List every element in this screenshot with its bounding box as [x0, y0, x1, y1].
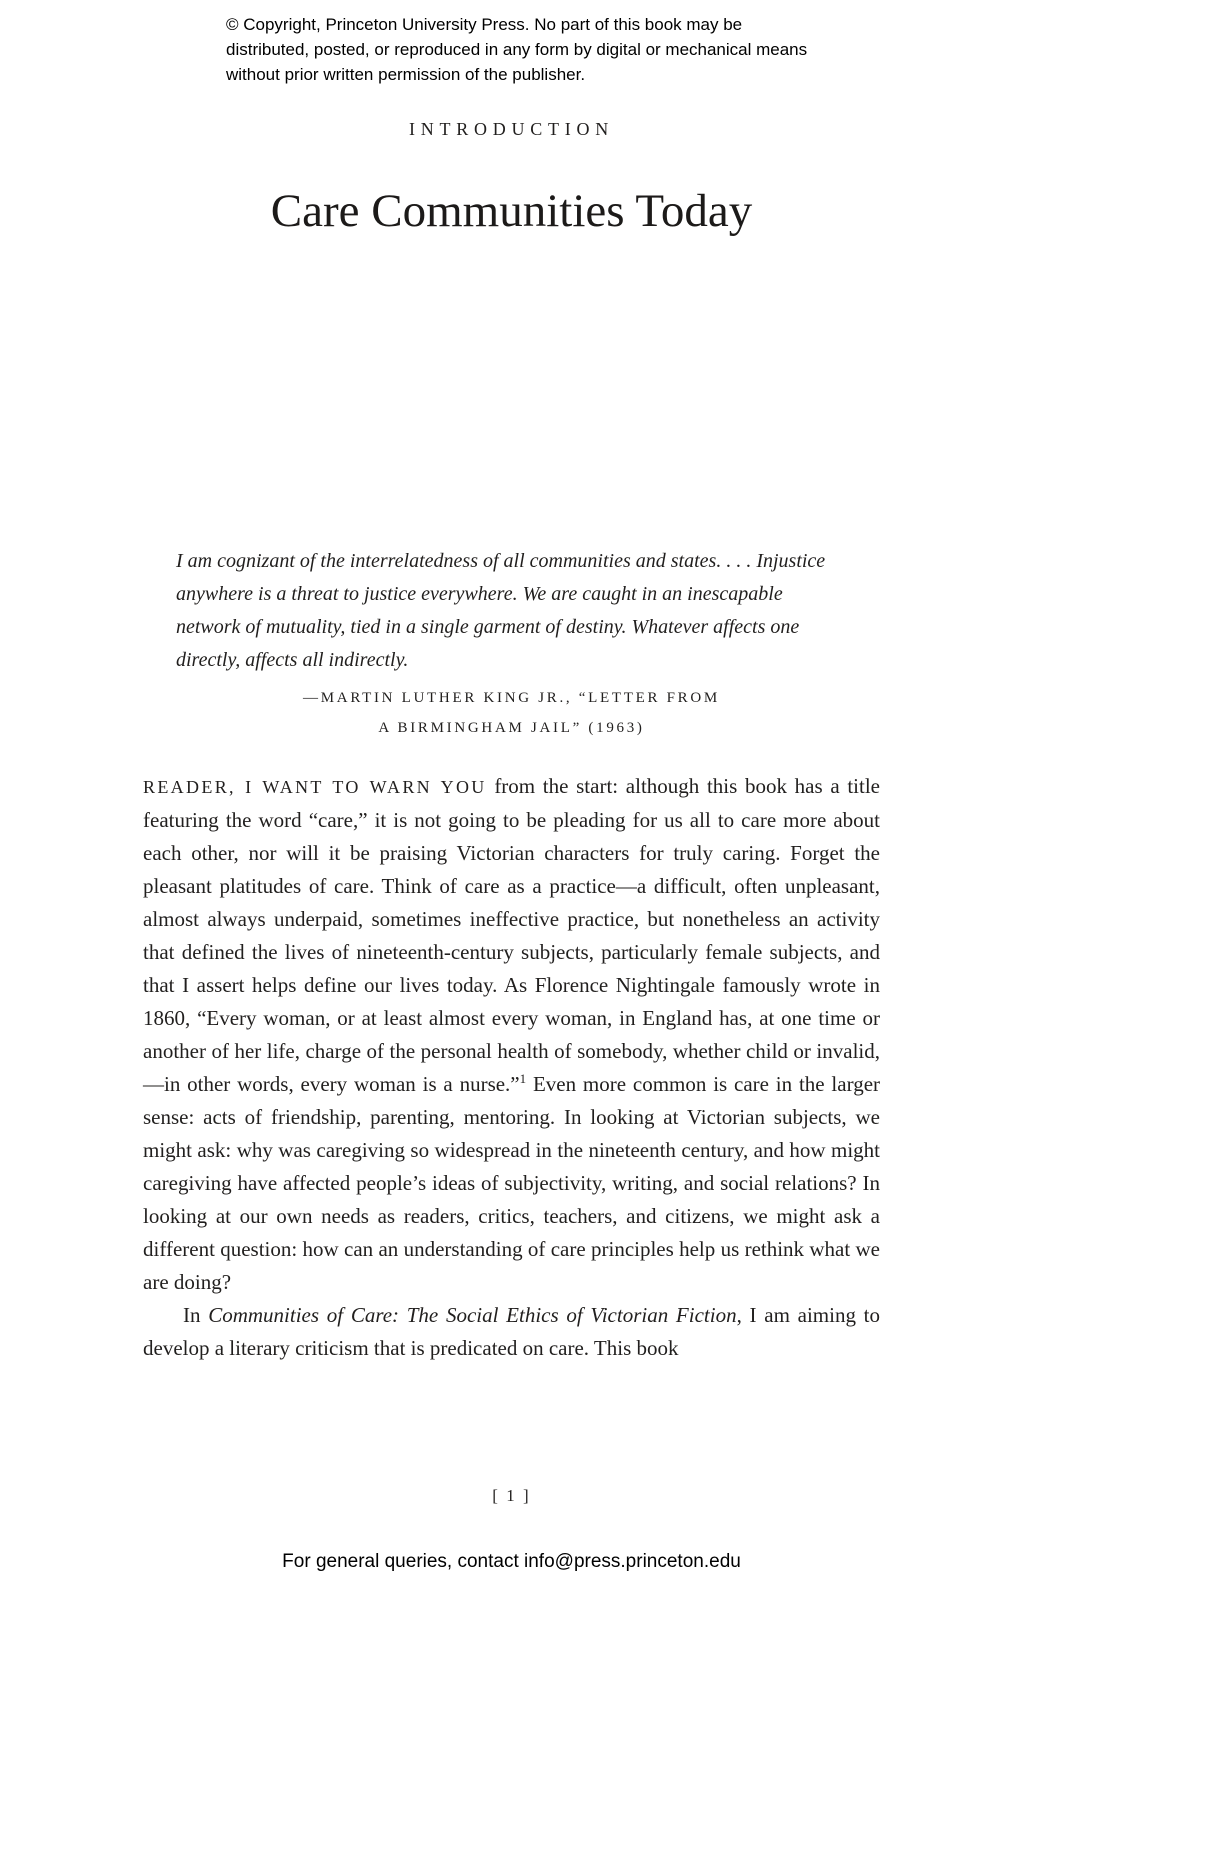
body-text	[143, 770, 880, 1365]
footer-contact: For general queries, contact info@press.princeton.edu	[282, 1551, 741, 1572]
epigraph-attribution-line-1: —MARTIN LUTHER KING JR., “LETTER FROM	[303, 690, 720, 706]
body-paragraph-1: READER, I WANT TO WARN YOU from the start: although this book has a title featuring the word “care,” it is not going to be pleading for us all to care more about each other, nor will it be praising Victorian characters for truly caring. Forget the pleasant platitudes of care. Think of care as a practice—a difficult, often unpleasant, almost always underpaid, sometimes ineffective practice, but nonetheless an activity that defined the lives of nineteenth-century subjects, particularly female subjects, and that I assert helps define our lives today. As Florence Nightingale famously wrote in 1860, “Every woman, or at least almost every woman, in England has, at one time or another of her life, charge of the personal health of somebody, whether child or invalid,—in other words, every woman is a nurse.”$^1$ Even more common is care in the larger sense: acts of friendship, parenting, mentoring. In looking at Victorian subjects, we might ask: why was caregiving so widespread in the nineteenth century, and how might caregiving have affected people’s ideas of subjectivity, writing, and social relations? In looking at our own needs as readers, critics, teachers, and citizens, we might ask a different question: how can an understanding of care principles help us rethink what we are doing?	[143, 774, 881, 1294]
epigraph-attribution	[143, 683, 880, 743]
epigraph-attribution-line-2: A BIRMINGHAM JAIL” (1963)	[378, 720, 645, 736]
page-number: [ 1 ]	[492, 1486, 531, 1505]
epigraph-quote: I am cognizant of the interrelatedness of all communities and states. . . . Injustice anywhere is a threat to justice everywhere. We are caught in an inescapable network of mutuality, tied in a single garment of destiny. Whatever affects one directly, affects all indirectly.	[176, 550, 826, 671]
body-paragraph-2: In Communities of Care: The Social Ethics of Victorian Fiction, I am aiming to develop a literary criticism that is predicated on care. This book	[143, 1303, 881, 1360]
section-label: INTRODUCTION	[408, 119, 615, 139]
chapter-title: Care Communities Today	[270, 185, 753, 237]
copyright-notice: © Copyright, Princeton University Press. No part of this book may be distributed, posted, or reproduced in any form by digital or mechanical means without prior written permission of the publisher.	[226, 15, 808, 84]
